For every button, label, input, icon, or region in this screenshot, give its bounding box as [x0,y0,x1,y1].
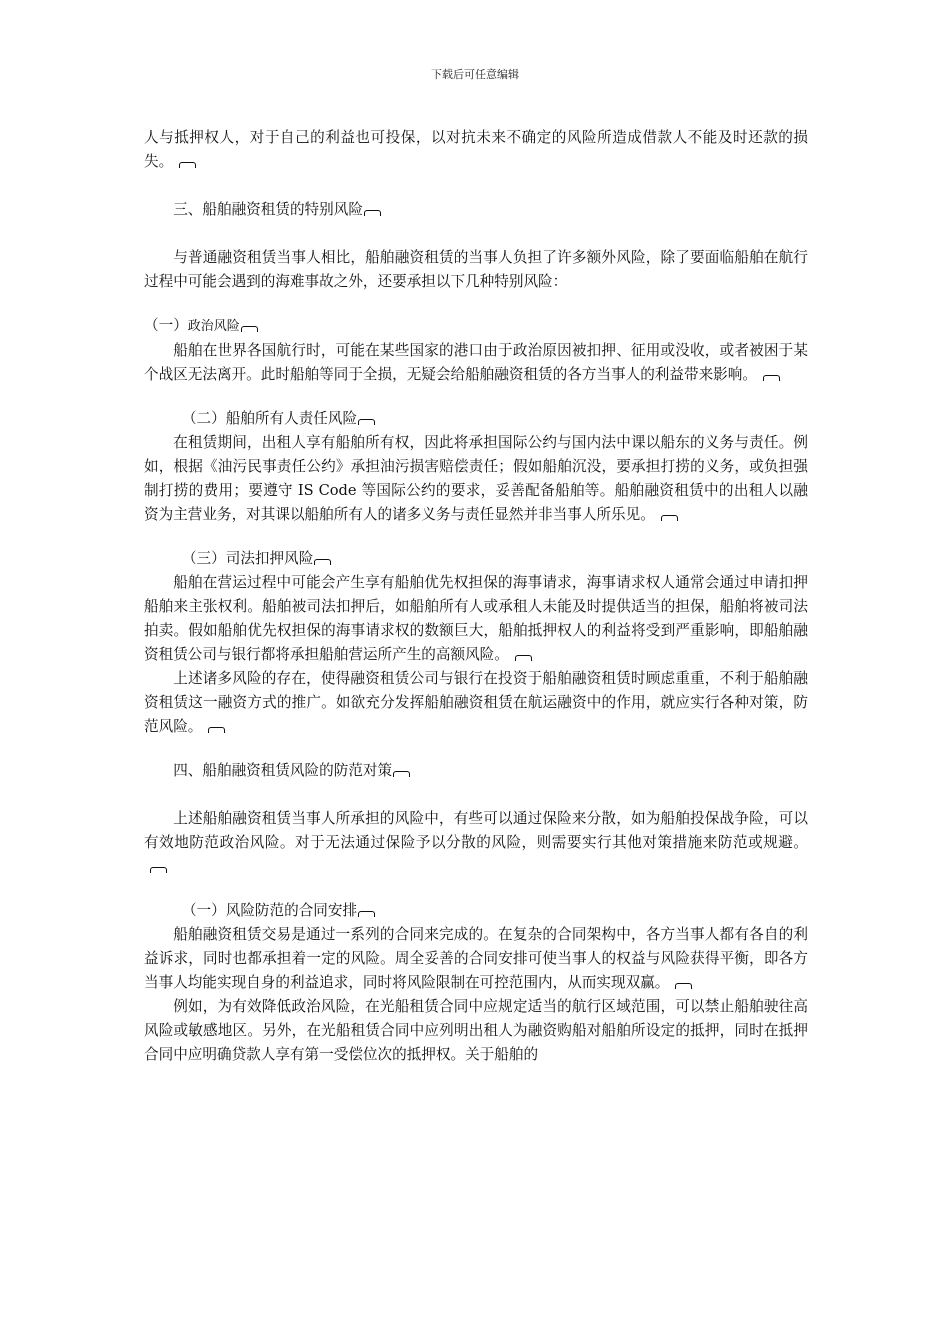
paragraph: 上述船舶融资租赁当事人所承担的风险中，有些可以通过保险来分散，如为船舶投保战争险，可以有效地防范政治风险。对于无法通过保险予以分散的风险，则需要实行其他对策措施来防范或规避。 [144,807,808,879]
subsection-heading: （二）船舶所有人责任风险 [144,407,808,431]
paragraph: 船舶融资租赁交易是通过一系列的合同来完成的。在复杂的合同架构中，各方当事人都有各自的利益诉求，同时也都承担着一定的风险。周全妥善的合同安排可使当事人的权益与风险获得平衡，即各方当事人均能实现自身的利益追求，同时将风险限制在可控范围内，从而实现双赢。 [144,926,808,991]
paragraph-mark-icon [358,419,375,425]
section-heading: 四、船舶融资租赁风险的防范对策 [144,759,808,783]
paragraph: 与普通融资租赁当事人相比，船舶融资租赁的当事人负担了许多额外风险，除了要面临船舶在航行过程中可能会遇到的海难事故之外，还要承担以下几种特别风险： [144,249,808,290]
paragraph-mark-icon [241,326,258,332]
paragraph: 船舶在营运过程中可能会产生享有船舶优先权担保的海事请求，海事请求权人通常会通过申请扣押船舶来主张权利。船舶被司法扣押后，如船舶所有人或承租人未能及时提供适当的担保，船舶将被司法拍卖。假如船舶优先权担保的海事请求权的数额巨大，船舶抵押权人的利益将受到严重影响，即船舶融资租赁公司与银行都将承担船舶营运所产生的高额风险。 [144,574,808,663]
paragraph-mark-icon [675,983,692,989]
document-body [144,126,808,1067]
subsection-heading: （三）司法扣押风险 [144,547,808,571]
paragraph-mark-icon [150,867,167,873]
paragraph-mark-icon [763,375,780,381]
paragraph: 在租赁期间，出租人享有船舶所有权，因此将承担国际公约与国内法中课以船东的义务与责任。例如，根据《油污民事责任公约》承担油污损害赔偿责任；假如船舶沉没，要承担打捞的义务，或负担强制打捞的费用；要遵守 IS Code 等国际公约的要求，妥善配备船舶等。船舶融资租赁中的出租人以融资为主营业务，对其课以船舶所有人的诸多义务与责任显然并非当事人所乐见。 [144,434,808,523]
section-heading: 三、船舶融资租赁的特别风险 [144,198,808,222]
paragraph: 例如，为有效降低政治风险，在光船租赁合同中应规定适当的航行区域范围，可以禁止船舶驶往高风险或敏感地区。另外，在光船租赁合同中应列明出租人为融资购船对船舶所设定的抵押，同时在抵押合同中应明确贷款人享有第一受偿位次的抵押权。关于船舶的 [144,998,808,1063]
paragraph-mark-icon [393,771,410,777]
paragraph-mark-icon [661,515,678,521]
paragraph: 船舶在世界各国航行时，可能在某些国家的港口由于政治原因被扣押、征用或没收，或者被困于某个战区无法离开。此时船舶等同于全损，无疑会给船舶融资租赁的各方当事人的利益带来影响。 [144,342,808,383]
paragraph: 上述诸多风险的存在，使得融资租赁公司与银行在投资于船舶融资租赁时顾虑重重，不利于船舶融资租赁这一融资方式的推广。如欲充分发挥船舶融资租赁在航运融资中的作用，就应实行各种对策，防范风险。 [144,670,808,735]
paragraph-mark-icon [358,911,375,917]
subsection-heading: （一）风险防范的合同安排 [144,899,808,923]
paragraph-mark-icon [179,162,196,168]
paragraph-mark-icon [314,559,331,565]
subsection-heading: （一）政治风险 [144,314,808,339]
paragraph-mark-icon [364,210,381,216]
paragraph-mark-icon [515,655,532,661]
paragraph-mark-icon [208,727,225,733]
paragraph: 人与抵押权人，对于自己的利益也可投保，以对抗未来不确定的风险所造成借款人不能及时还款的损失。 [144,129,808,170]
page-header: 下载后可任意编辑 [431,68,519,81]
